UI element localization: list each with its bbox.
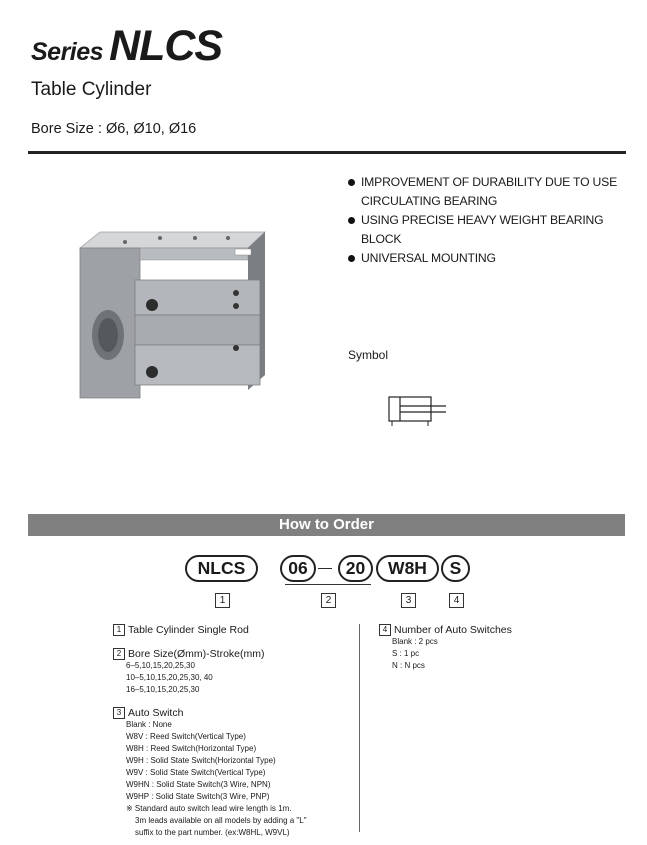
auto-switch-line: W9H : Solid State Switch(Horizontal Type) (126, 756, 276, 765)
section-4-number: 4 (379, 624, 391, 636)
cylinder-symbol-icon (386, 393, 448, 427)
box-number-4: 4 (449, 593, 464, 608)
bore-stroke-line: 16–5,10,15,20,25,30 (126, 685, 200, 694)
bore-stroke-underline (285, 584, 371, 585)
table-plate-bottom (135, 345, 260, 385)
section-3 (113, 707, 307, 839)
code-dash: — (318, 559, 332, 575)
section-3-title: Auto Switch (128, 707, 184, 719)
hole-icon (233, 303, 239, 309)
hole-icon (146, 366, 158, 378)
box-number-2: 2 (321, 593, 336, 608)
section-3-number: 3 (113, 707, 125, 719)
header-rule (28, 151, 626, 154)
section-1-number: 1 (113, 624, 125, 636)
feature-list (347, 173, 627, 268)
switch-count-line: N : N pcs (392, 661, 425, 670)
cylinder-top-face (80, 232, 265, 248)
product-image (70, 220, 270, 400)
table-plate-middle (135, 315, 260, 345)
bore-stroke-line: 10–5,10,15,20,25,30, 40 (126, 673, 213, 682)
auto-switch-line: W9V : Solid State Switch(Vertical Type) (126, 768, 266, 777)
auto-switch-note: suffix to the part number. (ex:W8HL, W9VL) (135, 828, 290, 837)
feature-item: USING PRECISE HEAVY WEIGHT BEARING BLOCK (347, 211, 627, 249)
how-to-order-bar: How to Order (28, 514, 625, 536)
auto-switch-line: W8H : Reed Switch(Horizontal Type) (126, 744, 257, 753)
section-2 (113, 648, 265, 696)
box-number-3: 3 (401, 593, 416, 608)
series-name: NLCS (109, 22, 223, 70)
bore-stroke-line: 6–5,10,15,20,25,30 (126, 661, 195, 670)
section-1-title: Table Cylinder Single Rod (128, 624, 249, 636)
switch-count-line: Blank : 2 pcs (392, 637, 438, 646)
code-stroke-pill: 20 (338, 555, 373, 582)
hole-icon (226, 236, 230, 240)
section-4-title: Number of Auto Switches (394, 624, 512, 636)
series-title (31, 22, 222, 71)
auto-switch-note: 3m leads available on all models by adding a "L" (135, 816, 307, 825)
hole-icon (146, 299, 158, 311)
series-word: Series (31, 38, 104, 66)
column-divider (359, 624, 360, 832)
auto-switch-line: W8V : Reed Switch(Vertical Type) (126, 732, 246, 741)
hole-icon (193, 236, 197, 240)
cylinder-top-rim (140, 248, 248, 260)
hole-icon (123, 240, 127, 244)
counterbore-inner-icon (98, 318, 118, 352)
auto-switch-line: W9HP : Solid State Switch(3 Wire, PNP) (126, 792, 270, 801)
code-model-pill: NLCS (185, 555, 258, 582)
auto-switch-note: ※ Standard auto switch lead wire length is 1m. (126, 804, 292, 813)
symbol-label: Symbol (348, 348, 389, 362)
box-number-1: 1 (215, 593, 230, 608)
bore-size-line: Bore Size : Ø6, Ø10, Ø16 (31, 121, 197, 137)
auto-switch-line: Blank : None (126, 720, 172, 729)
hole-icon (233, 290, 239, 296)
feature-item: IMPROVEMENT OF DURABILITY DUE TO USE CIRCULATING BEARING (347, 173, 627, 211)
section-1 (113, 624, 249, 636)
product-subtitle: Table Cylinder (31, 79, 152, 100)
section-4 (379, 624, 512, 672)
feature-item: UNIVERSAL MOUNTING (347, 249, 627, 268)
hole-icon (233, 345, 239, 351)
label-plate-icon (235, 249, 251, 255)
auto-switch-line: W9HN : Solid State Switch(3 Wire, NPN) (126, 780, 271, 789)
hole-icon (158, 236, 162, 240)
code-switch-pill: W8H (376, 555, 439, 582)
section-2-number: 2 (113, 648, 125, 660)
section-2-title: Bore Size(Ømm)-Stroke(mm) (128, 648, 265, 660)
code-qty-pill: S (441, 555, 470, 582)
code-bore-pill: 06 (280, 555, 316, 582)
switch-count-line: S : 1 pc (392, 649, 420, 658)
